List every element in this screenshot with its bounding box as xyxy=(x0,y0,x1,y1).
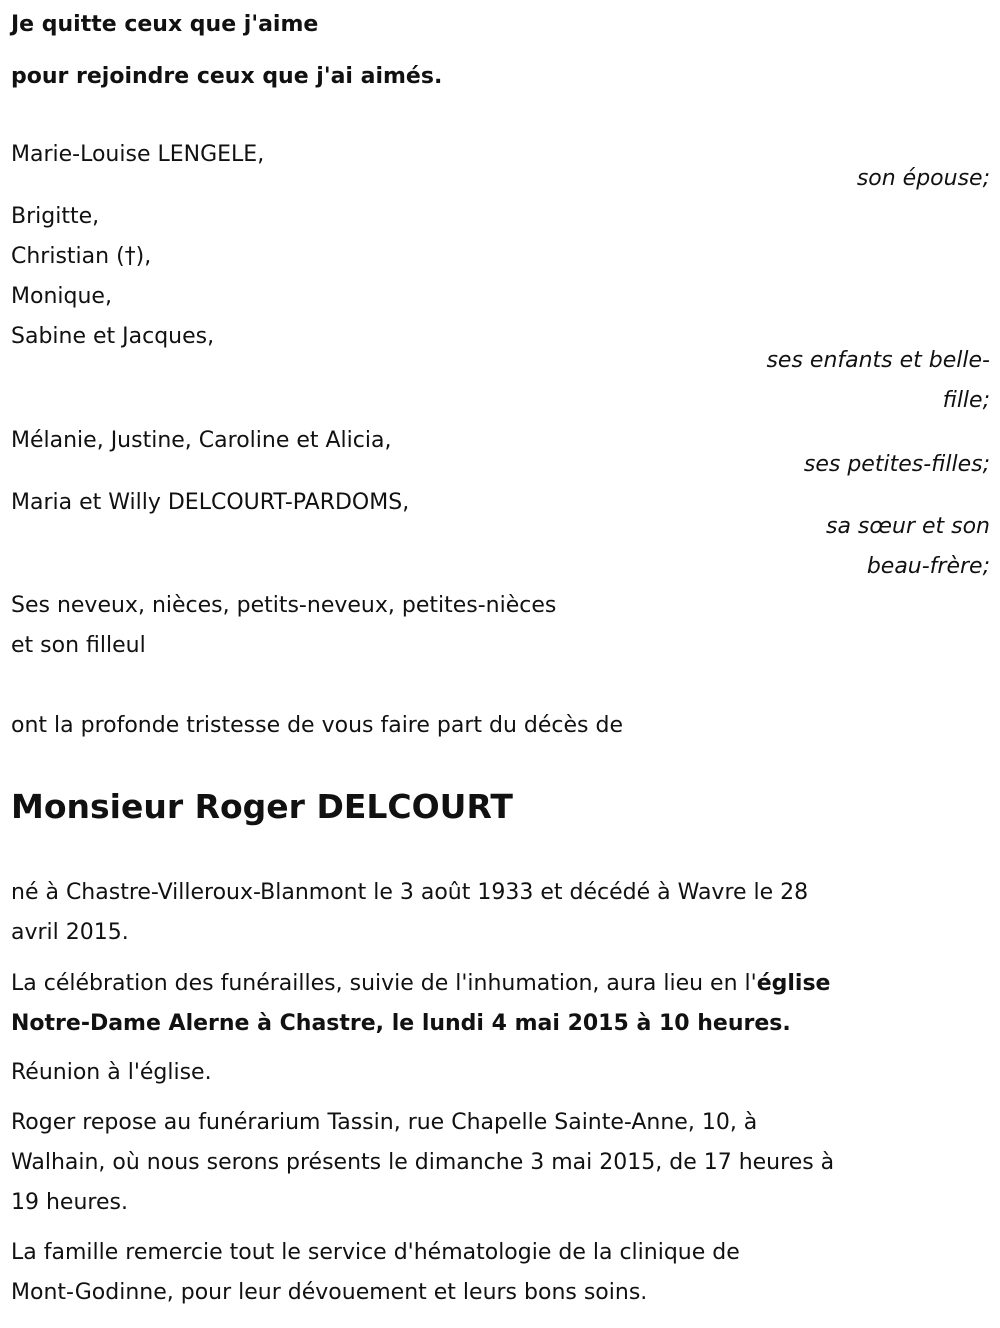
funeral-place: église xyxy=(756,971,831,996)
siblings-relation: beau-frère; xyxy=(866,554,990,579)
child: Brigitte, xyxy=(11,204,100,229)
birth-death: né à Chastre-Villeroux-Blanmont le 3 août 1933 et décédé à Wavre le 28 xyxy=(11,880,809,905)
child: Christian (†), xyxy=(11,244,152,269)
funeral-text: La célébration des funérailles, suivie de l'inhumation, aura lieu en l' xyxy=(11,971,757,996)
children-relation: fille; xyxy=(942,388,990,413)
child: Monique, xyxy=(11,284,112,309)
rest-info: Roger repose au funérarium Tassin, rue Chapelle Sainte-Anne, 10, à xyxy=(11,1110,758,1135)
children-relation: ses enfants et belle- xyxy=(766,348,990,373)
other-relatives: et son filleul xyxy=(11,633,146,658)
quote-line-1: Je quitte ceux que j'aime xyxy=(11,12,319,37)
spouse-relation: son épouse; xyxy=(856,166,990,191)
rest-info: 19 heures. xyxy=(11,1190,128,1215)
funeral-line-1 xyxy=(11,969,830,999)
child: Sabine et Jacques, xyxy=(11,324,215,349)
siblings-relation: sa sœur et son xyxy=(825,514,990,539)
birth-death: avril 2015. xyxy=(11,920,129,945)
quote-line-2: pour rejoindre ceux que j'ai aimés. xyxy=(11,64,443,89)
rest-info: Walhain, où nous serons présents le dimanche 3 mai 2015, de 17 heures à xyxy=(11,1150,835,1175)
deceased-name: Monsieur Roger DELCOURT xyxy=(11,787,513,826)
other-relatives: Ses neveux, nièces, petits-neveux, petites-nièces xyxy=(11,593,557,618)
thanks: La famille remercie tout le service d'hématologie de la clinique de xyxy=(11,1240,740,1265)
grandchildren: Mélanie, Justine, Caroline et Alicia, xyxy=(11,428,392,453)
funeral-line-2: Notre-Dame Alerne à Chastre, le lundi 4 mai 2015 à 10 heures. xyxy=(11,1011,791,1036)
announcement: ont la profonde tristesse de vous faire part du décès de xyxy=(11,713,623,738)
siblings: Maria et Willy DELCOURT-PARDOMS, xyxy=(11,490,410,515)
thanks: Mont-Godinne, pour leur dévouement et leurs bons soins. xyxy=(11,1280,648,1305)
grandchildren-relation: ses petites-filles; xyxy=(803,452,990,477)
spouse: Marie-Louise LENGELE, xyxy=(11,142,265,167)
reunion: Réunion à l'église. xyxy=(11,1060,212,1085)
